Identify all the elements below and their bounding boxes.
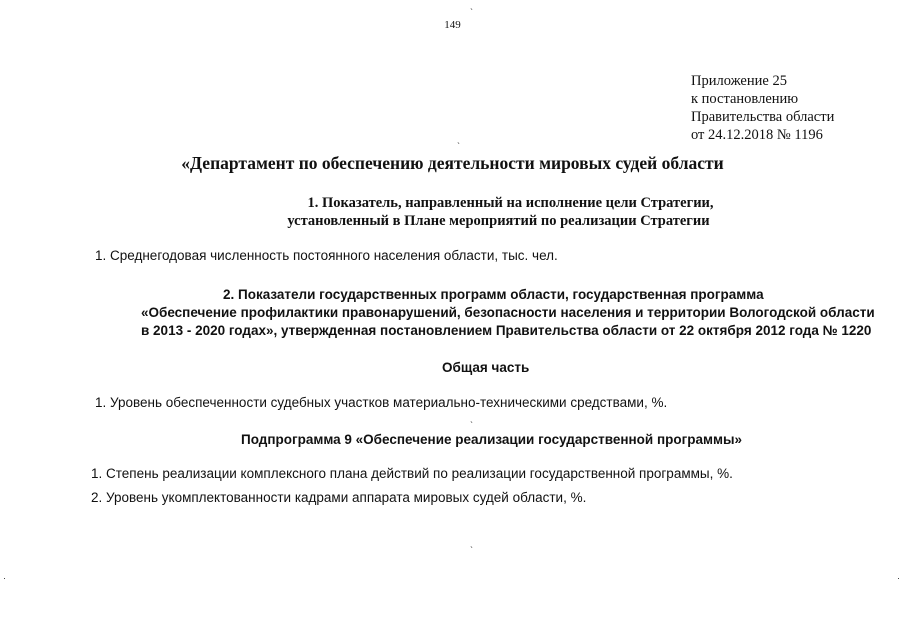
- scan-mark: `: [470, 7, 473, 17]
- scan-edge-mark: [4, 578, 5, 579]
- section-1-heading: [0, 194, 905, 230]
- general-part-heading: Общая часть: [442, 360, 530, 375]
- scan-mark: `: [470, 545, 473, 555]
- appendix-line: Приложение 25: [691, 73, 787, 89]
- section-2-heading-line: в 2013 - 2020 годах», утвержденная постановлением Правительства области от 22 октября 2012 года № 1220: [141, 323, 872, 338]
- department-title: «Департамент по обеспечению деятельности мировых судей области: [181, 153, 724, 173]
- section-2-heading-line: «Обеспечение профилактики правонарушений, безопасности населения и территории Вологодской области: [141, 305, 875, 320]
- appendix-line: от 24.12.2018 № 1196: [691, 127, 823, 143]
- section-1-heading-line: установленный в Плане мероприятий по реализации Стратегии: [287, 213, 710, 229]
- scan-mark: `: [470, 420, 473, 430]
- scan-mark: `: [457, 141, 460, 151]
- subprogram-heading: Подпрограмма 9 «Обеспечение реализации государственной программы»: [241, 432, 742, 447]
- general-part-item: 1. Уровень обеспеченности судебных участков материально-техническими средствами, %.: [95, 395, 668, 410]
- strategy-indicator-item: 1. Среднегодовая численность постоянного населения области, тыс. чел.: [95, 248, 558, 263]
- subprogram-item: 2. Уровень укомплектованности кадрами аппарата мировых судей области, %.: [91, 490, 587, 505]
- section-1-heading-line: 1. Показатель, направленный на исполнение цели Стратегии,: [307, 195, 714, 211]
- scan-edge-mark: [898, 578, 899, 579]
- page-number: 149: [444, 19, 461, 31]
- appendix-line: к постановлению: [691, 91, 799, 107]
- section-2-heading-line: 2. Показатели государственных программ области, государственная программа: [223, 287, 764, 302]
- subprogram-item: 1. Степень реализации комплексного плана действий по реализации государственной программы, %.: [91, 466, 733, 481]
- appendix-block: [691, 72, 834, 144]
- appendix-line: Правительства области: [691, 109, 835, 125]
